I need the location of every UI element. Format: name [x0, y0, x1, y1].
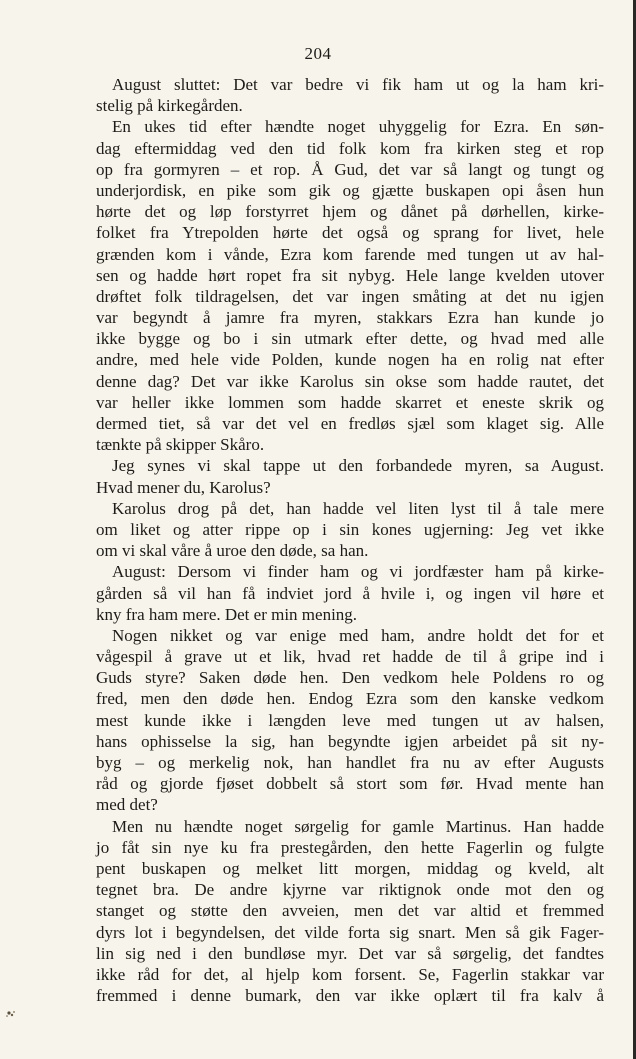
text-line: Nogen nikket og var enige med ham, andre holdt det for et — [112, 625, 604, 645]
text-line: stelig på kirkegården. — [96, 96, 243, 116]
text-line: tænkte på skipper Skåro. — [96, 435, 265, 455]
text-line: gården så vil han få indviet jord å hvile i, og ingen vil høre et — [96, 583, 604, 603]
text-line: En ukes tid efter hændte noget uhyggelig for Ezra. En søn- — [112, 117, 604, 137]
text-line: stanget og støtte den avveien, men det var altid et fremmed — [96, 901, 604, 921]
page-number: 204 — [304, 44, 332, 63]
text-line: Jeg synes vi skal tappe ut den forbandede myren, sa August. — [112, 456, 604, 476]
text-line: lin sig ned i den bundløse myr. Det var så sørgelig, det fandtes — [96, 943, 604, 963]
text-line: Karolus drog på det, han hadde vel liten lyst til å tale mere — [112, 498, 604, 518]
text-line: grænden kom i vånde, Ezra kom farende med tungen ut av hal- — [96, 244, 604, 264]
text-line: denne dag? Det var ikke Karolus sin okse som hadde rautet, det — [96, 371, 604, 391]
text-line: andre, med hele vide Polden, kunde nogen ha en rolig nat efter — [96, 350, 604, 370]
text-line: August: Dersom vi finder ham og vi jordfæster ham på kirke- — [112, 562, 604, 582]
text-line: dag eftermiddag ved den tid folk kom fra kirken steg et rop — [96, 138, 604, 158]
text-line: August sluttet: Det var bedre vi fik ham ut og la ham kri- — [112, 75, 604, 94]
ink-smudge-icon — [4, 1008, 18, 1020]
text-line: jo fåt sin nye ku fra prestegården, den hette Fagerlin og fulgte — [96, 837, 604, 857]
text-line: var begyndt å jamre fra myren, stakkars Ezra han kunde jo — [96, 308, 604, 328]
text-line: byg – og merkelig nok, han handlet fra nu av efter Augusts — [96, 753, 604, 772]
text-line: sen og hadde hørt ropet fra sit nybyg. Hele lange kvelden utover — [96, 265, 604, 285]
text-line: pent buskapen og melket litt morgen, middag og kveld, alt — [96, 858, 604, 878]
text-line: ikke bygge og bo i sin utmark efter dette, og hvad med alle — [96, 329, 604, 349]
text-line: med det? — [96, 795, 158, 815]
text-line: råd og gjorde fjøset dobbelt så stort som før. Hvad mente han — [96, 774, 604, 794]
text-line: fred, men den døde hen. Endog Ezra som den kanske vedkom — [96, 689, 604, 709]
text-line: Hvad mener du, Karolus? — [96, 477, 271, 497]
text-line: dyrs lot i begyndelsen, det vilde forta sig snart. Men så gik Fager- — [96, 922, 604, 942]
text-line: dermed tiet, så var det vel en fredløs sjæl som klaget sig. Alle — [96, 414, 604, 433]
text-line: kny fra ham mere. Det er min mening. — [96, 604, 358, 624]
text-line: tegnet bra. De andre kjyrne var riktignok onde mot den og — [96, 880, 604, 900]
text-line: om liket og atter rippe op i sin kones ugjerning: Jeg vet ikke — [96, 519, 604, 539]
text-line: drøftet folk tildragelsen, det var ingen småting at det nu igjen — [96, 286, 604, 306]
text-line: vågespil å grave ut et lik, hvad ret hadde de til å gripe ind i — [96, 647, 604, 667]
text-line: hans ophisselse la sig, han begyndte igjen arbeidet på sit ny- — [96, 731, 604, 751]
text-line: hørte det og løp forstyrret hjem og dånet på dørhellen, kirke- — [96, 202, 604, 222]
text-line: Men nu hændte noget sørgelig for gamle Martinus. Han hadde — [112, 816, 604, 836]
text-line: om vi skal våre å uroe den døde, sa han. — [96, 541, 369, 561]
text-line: fremmed i denne bumark, den var ikke oplært til fra kalv å — [96, 986, 604, 1006]
text-line: underjordisk, en pike som gik og gjætte buskapen opi åsen hun — [96, 180, 604, 200]
text-line: Guds styre? Saken døde hen. Den vedkom hele Poldens ro og — [96, 668, 604, 688]
text-line: ikke råd for det, al hjelp kom forsent. Se, Fagerlin stakkar var — [96, 964, 604, 984]
text-line: var heller ikke lommen som hadde skarret et eneste skrik og — [96, 392, 604, 412]
text-line: op fra gormyren – et rop. Å Gud, det var så langt og tungt og — [96, 159, 604, 179]
text-line: folket fra Ytrepolden hørte det også og sprang for livet, hele — [96, 223, 604, 243]
body-text — [96, 74, 604, 1006]
text-line: mest kunde ikke i længden leve med tungen ut av halsen, — [96, 710, 604, 730]
